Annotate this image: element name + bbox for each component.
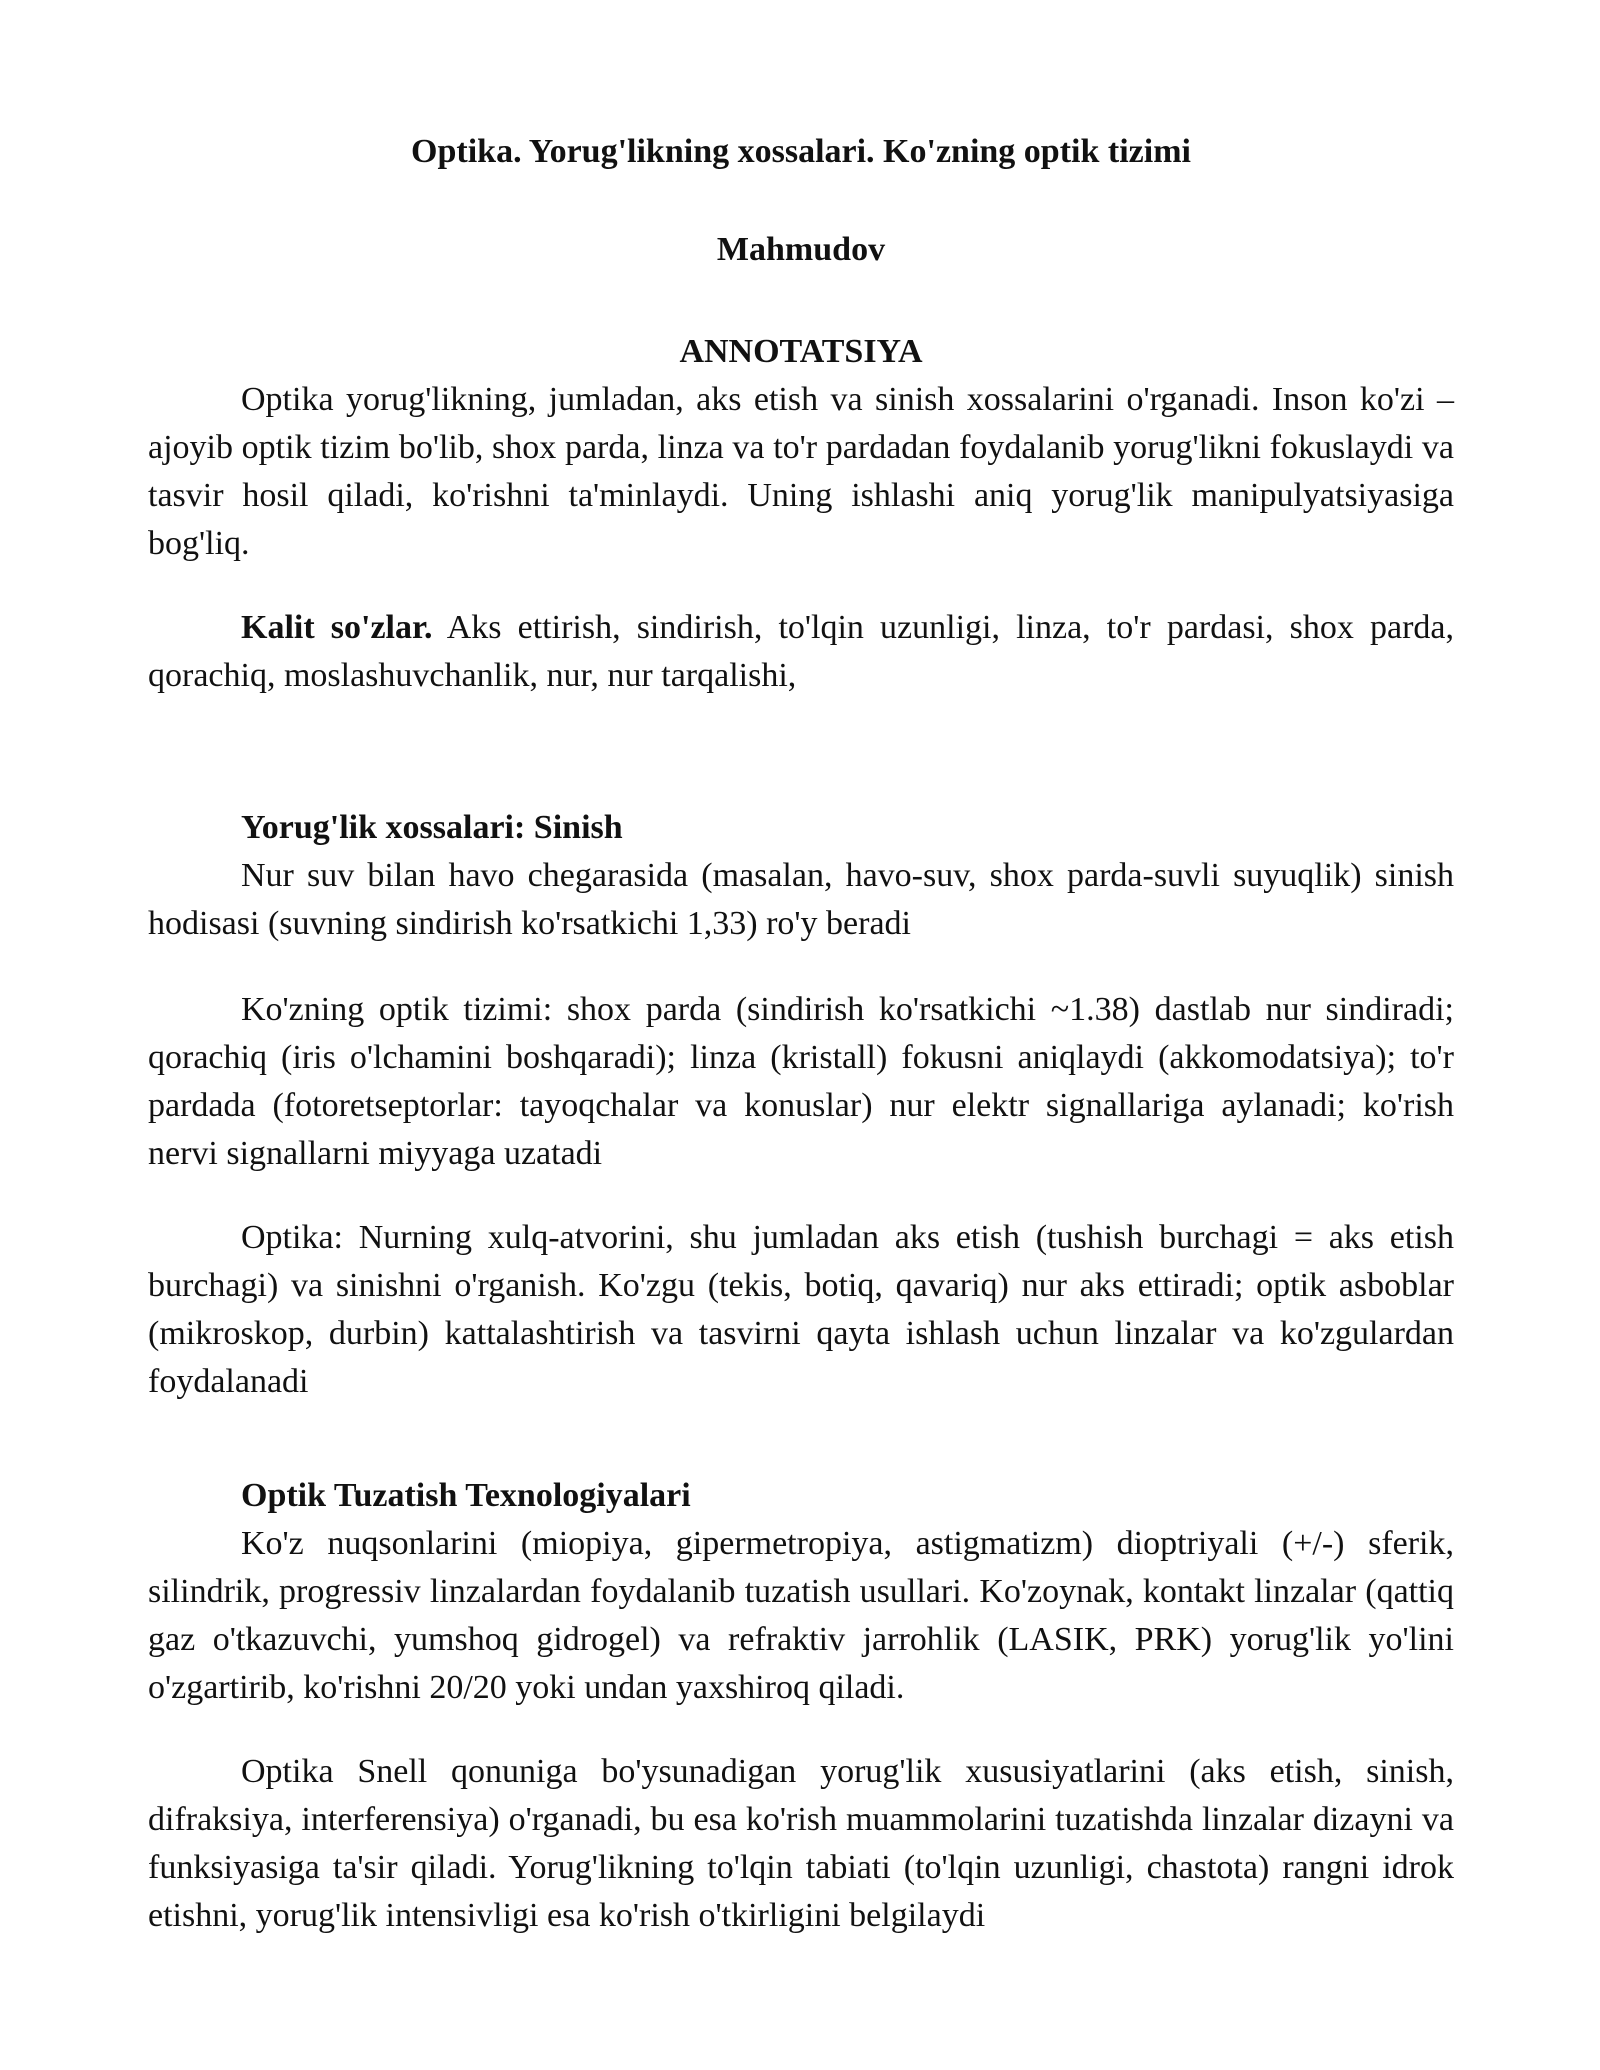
paragraph-correction-methods: Ko'z nuqsonlarini (miopiya, gipermetropiya, astigmatizm) dioptriyali (+/-) sferik, silindrik, progressiv linzalardan foydalanib tuzatish usullari. Ko'zoynak, kontakt linzalar (qattiq gaz o'tkazuvchi, yumshoq gidrogel) va refraktiv jarrohlik (LASIK, PRK) yorug'lik yo'lini o'zgartirib, ko'rishni 20/20 yoki undan yaxshiroq qiladi. bbox=[148, 1525, 1454, 1706]
section-heading-correction: Optik Tuzatish Texnologiyalari bbox=[241, 1477, 691, 1514]
keywords-label: Kalit so'zlar. bbox=[241, 609, 433, 646]
paragraph-eye-optics: Ko'zning optik tizimi: shox parda (sindirish ko'rsatkichi ~1.38) dastlab nur sindiradi; qorachiq (iris o'lchamini boshqaradi); linza (kristall) fokusni aniqlaydi (akkomodatsiya); to'r pardada (fotoretseptorlar: tayoqchalar va konuslar) nur elektr signallariga aylanadi; ko'rish nervi signallarni miyyaga uzatadi bbox=[148, 991, 1454, 1172]
section-heading-refraction: Yorug'lik xossalari: Sinish bbox=[241, 809, 623, 846]
abstract-heading: ANNOTATSIYA bbox=[679, 333, 923, 370]
document-title: Optika. Yorug'likning xossalari. Ko'zning optik tizimi bbox=[411, 133, 1191, 170]
author-name: Mahmudov bbox=[716, 231, 886, 268]
abstract-paragraph: Optika yorug'likning, jumladan, aks etish va sinish xossalarini o'rganadi. Inson ko'zi – ajoyib optik tizim bo'lib, shox parda, linza va to'r pardadan foydalanib yorug'likni fokuslaydi va tasvir hosil qiladi, ko'rishni ta'minlaydi. Uning ishlashi aniq yorug'lik manipulyatsiyasiga bog'liq. bbox=[148, 381, 1454, 562]
paragraph-refraction: Nur suv bilan havo chegarasida (masalan, havo-suv, shox parda-suvli suyuqlik) sinish hodisasi (suvning sindirish ko'rsatkichi 1,33) ro'y beradi bbox=[148, 857, 1454, 942]
keywords-text: Aks ettirish, sindirish, to'lqin uzunligi, linza, to'r pardasi, shox parda, qorachiq, moslashuvchanlik, nur, nur tarqalishi, bbox=[148, 609, 1454, 694]
paragraph-snell-law: Optika Snell qonuniga bo'ysunadigan yorug'lik xususiyatlarini (aks etish, sinish, difraksiya, interferensiya) o'rganadi, bu esa ko'rish muammolarini tuzatishda linzalar dizayni va funksiyasiga ta'sir qiladi. Yorug'likning to'lqin tabiati (to'lqin uzunligi, chastota) rangni idrok etishni, yorug'lik intensivligi esa ko'rish o'tkirligini belgilaydi bbox=[148, 1753, 1454, 1934]
keywords-paragraph bbox=[148, 604, 1454, 700]
paragraph-optics-reflection: Optika: Nurning xulq-atvorini, shu jumladan aks etish (tushish burchagi = aks etish burchagi) va sinishni o'rganish. Ko'zgu (tekis, botiq, qavariq) nur aks ettiradi; optik asboblar (mikroskop, durbin) kattalashtirish va tasvirni qayta ishlash uchun linzalar va ko'zgulardan foydalanadi bbox=[148, 1219, 1454, 1400]
